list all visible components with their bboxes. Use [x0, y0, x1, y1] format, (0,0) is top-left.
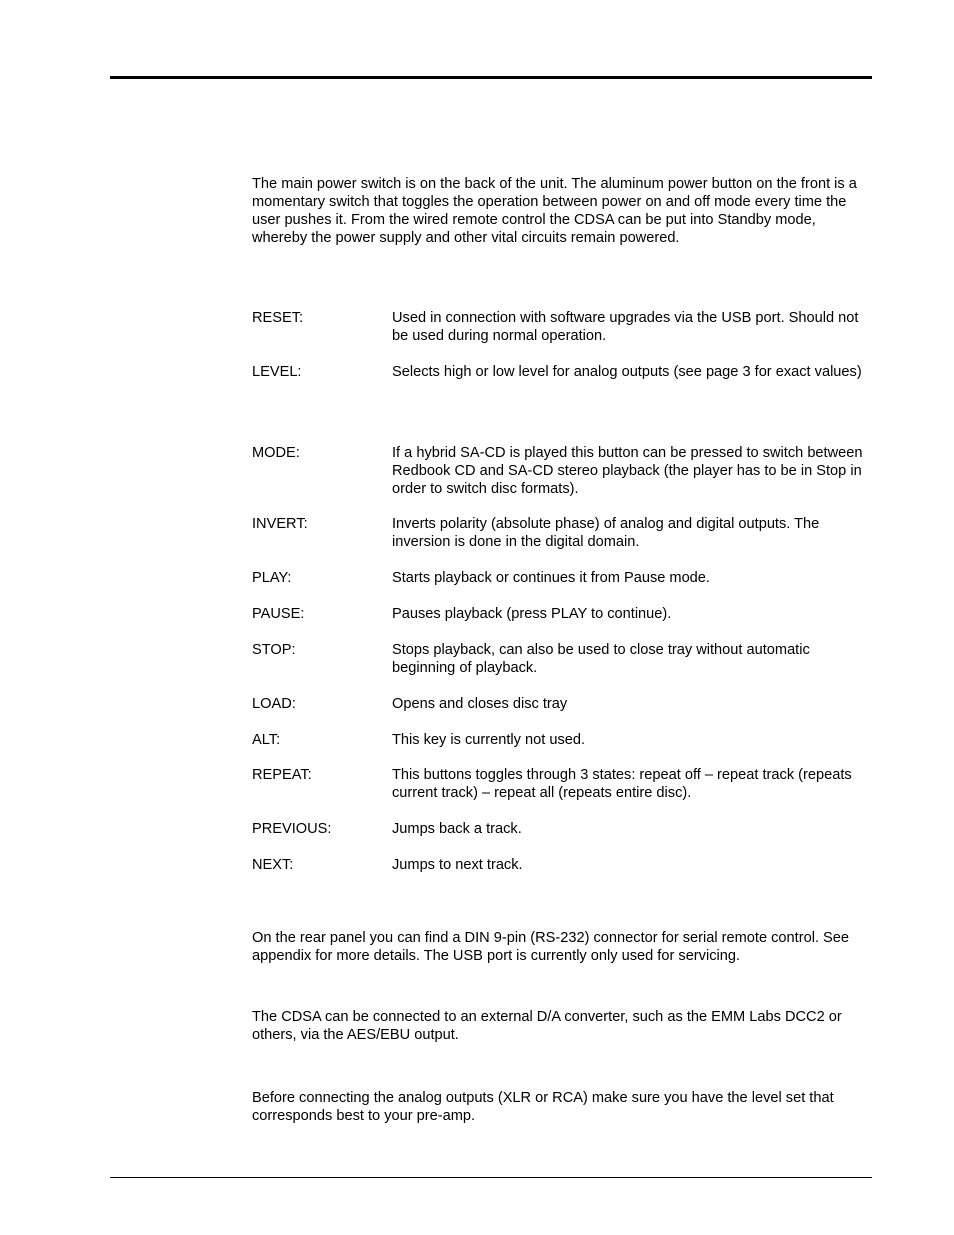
definition-description: This key is currently not used.	[392, 732, 586, 748]
definition-term: LOAD:	[252, 696, 296, 712]
analog-output-paragraph: Before connecting the analog outputs (XLR or RCA) make sure you have the level set that corresponds best to your pre-amp.	[252, 1090, 834, 1124]
definition-term: LEVEL:	[252, 364, 302, 380]
header-rule	[110, 76, 872, 79]
definition-description: This buttons toggles through 3 states: repeat off – repeat track (repeats current track) – repeat all (repeats entire disc).	[392, 767, 852, 801]
definition-description: Stops playback, can also be used to close tray without automatic beginning of playback.	[392, 642, 810, 676]
footer-rule	[110, 1177, 872, 1178]
definition-term: MODE:	[252, 445, 300, 461]
definition-description: Starts playback or continues it from Pause mode.	[392, 570, 710, 586]
definition-term: PLAY:	[252, 570, 292, 586]
definition-term: INVERT:	[252, 516, 308, 532]
definition-description: Jumps to next track.	[392, 857, 523, 873]
definition-description: Selects high or low level for analog outputs (see page 3 for exact values)	[392, 364, 862, 380]
rear-panel-paragraph: On the rear panel you can find a DIN 9-pin (RS-232) connector for serial remote control. See appendix for more details. The USB port is currently only used for servicing.	[252, 930, 850, 964]
definition-term: ALT:	[252, 732, 281, 748]
definition-description: Inverts polarity (absolute phase) of analog and digital outputs. The inversion is done in the digital domain.	[392, 516, 820, 550]
definition-term: NEXT:	[252, 857, 294, 873]
definition-term: PAUSE:	[252, 606, 305, 622]
definition-term: RESET:	[252, 310, 304, 326]
definition-description: Used in connection with software upgrades via the USB port. Should not be used during normal operation.	[392, 310, 859, 344]
power-paragraph: The main power switch is on the back of the unit. The aluminum power button on the front is a momentary switch that toggles the operation between power on and off mode every time the user pushes it. From the wired remote control the CDSA can be put into Standby mode, whereby the power supply and other vital circuits remain powered.	[252, 176, 857, 246]
definition-term: PREVIOUS:	[252, 821, 332, 837]
definition-term: STOP:	[252, 642, 296, 658]
definition-description: Jumps back a track.	[392, 821, 522, 837]
definition-description: If a hybrid SA-CD is played this button can be pressed to switch between Redbook CD and SA-CD stereo playback (the player has to be in Stop in order to switch disc formats).	[392, 445, 863, 497]
definition-description: Pauses playback (press PLAY to continue).	[392, 606, 672, 622]
definition-description: Opens and closes disc tray	[392, 696, 568, 712]
definition-term: REPEAT:	[252, 767, 312, 783]
digital-output-paragraph: The CDSA can be connected to an external D/A converter, such as the EMM Labs DCC2 or others, via the AES/EBU output.	[252, 1009, 842, 1043]
